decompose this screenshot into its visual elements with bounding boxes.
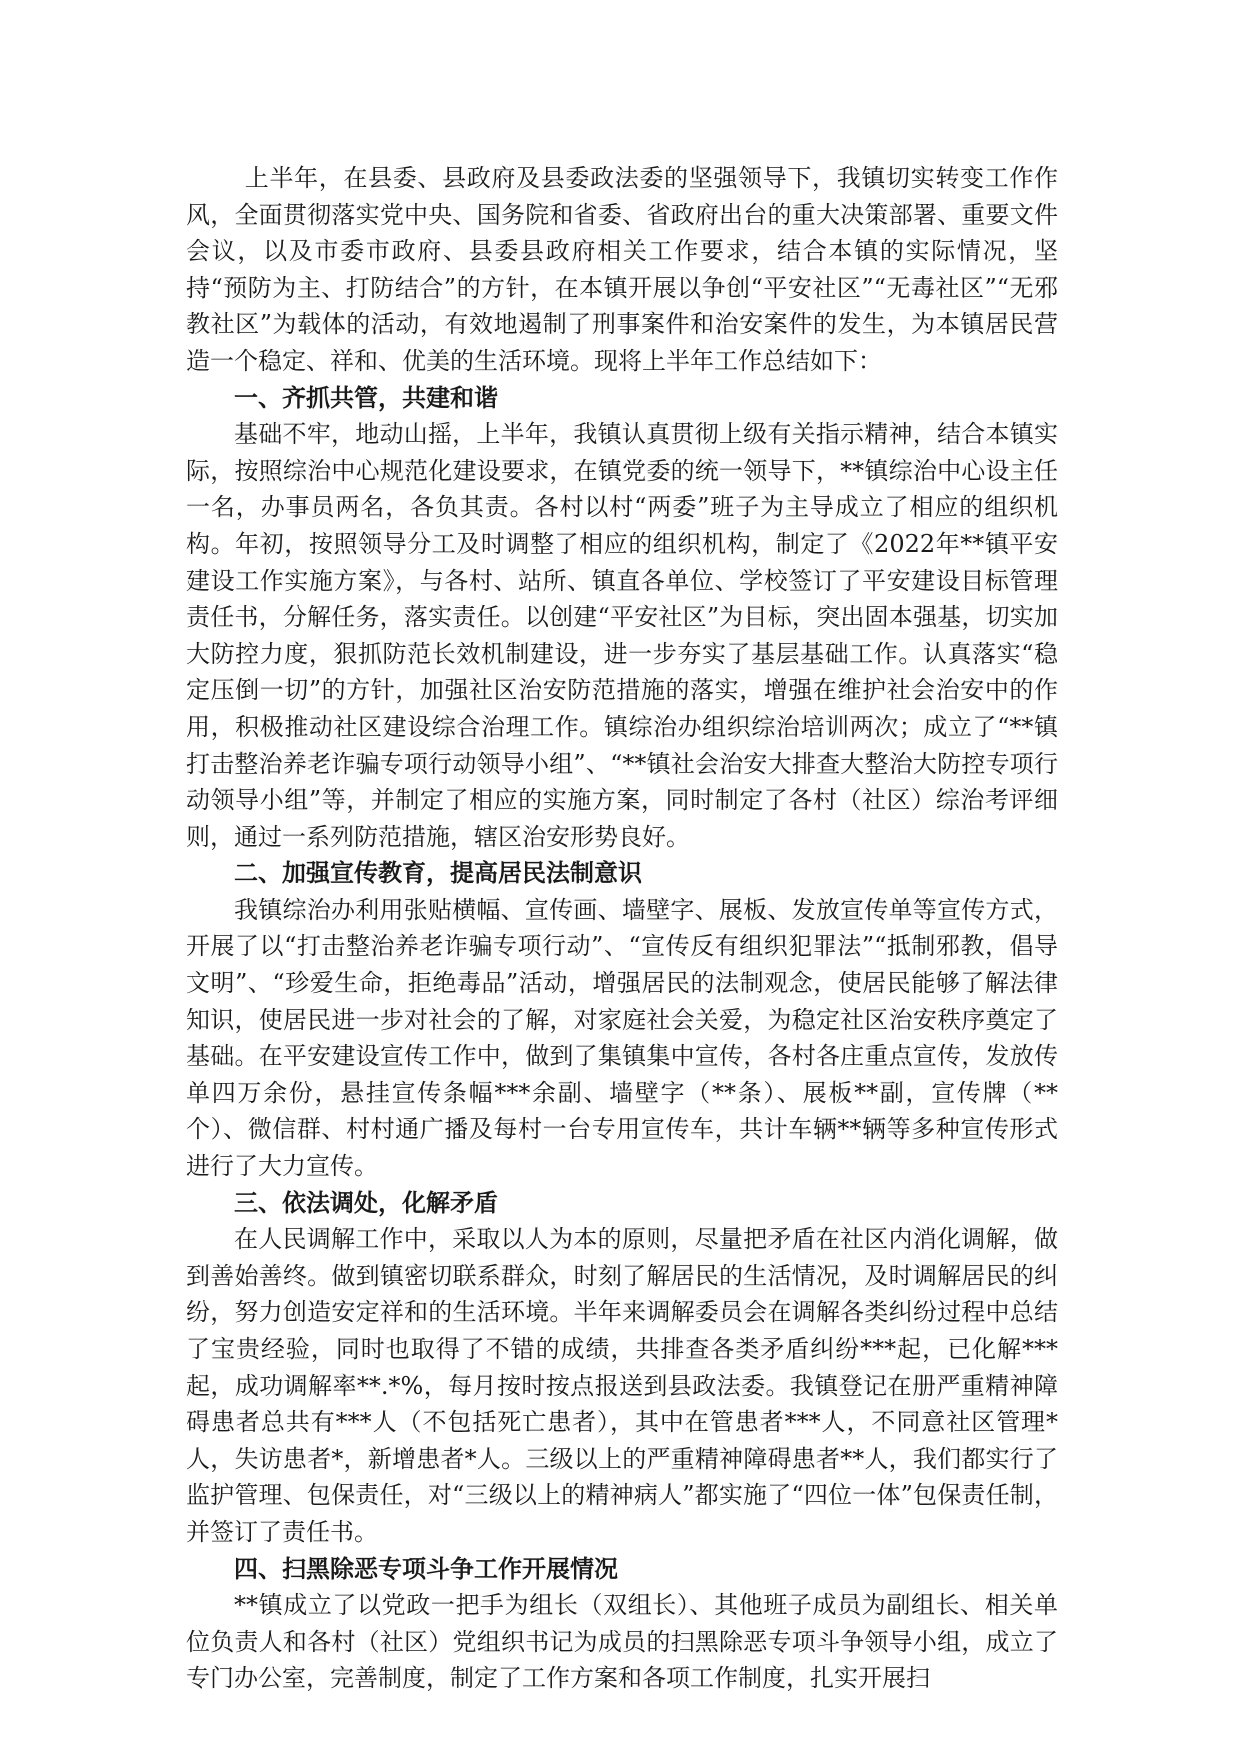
section-2-paragraph: 我镇综治办利用张贴横幅、宣传画、墙壁字、展板、发放宣传单等宣传方式，开展了以“打击整治养老诈骗专项行动”、“宣传反有组织犯罪法”“抵制邪教，倡导文明”、“珍爱生命，拒绝毒品”活动，增强居民的法制观念，使居民能够了解法律知识，使居民进一步对社会的了解，对家庭社会关爱，为稳定社区治安秩序奠定了基础。在平安建设宣传工作中，做到了集镇集中宣传，各村各庄重点宣传，发放传单四万余份，悬挂宣传条幅***余副、墙壁字（**条）、展板**副，宣传牌（**个）、微信群、村村通广播及每村一台专用宣传车，共计车辆**辆等多种宣传形式进行了大力宣传。 [186, 895, 1058, 1181]
section-1-heading: 一、齐抓共管，共建和谐 [234, 383, 498, 412]
section-3-heading: 三、依法调处，化解矛盾 [234, 1188, 498, 1217]
section-4-paragraph: **镇成立了以党政一把手为组长（双组长）、其他班子成员为副组长、相关单位负责人和各村（社区）党组织书记为成员的扫黑除恶专项斗争领导小组，成立了专门办公室，完善制度，制定了工作方案和各项工作制度，扎实开展扫 [186, 1591, 1058, 1693]
section-2-heading: 二、加强宣传教育，提高居民法制意识 [234, 859, 642, 888]
section-3-paragraph: 在人民调解工作中，采取以人为本的原则，尽量把矛盾在社区内消化调解，做到善始善终。做到镇密切联系群众，时刻了解居民的生活情况，及时调解居民的纠纷，努力创造安定祥和的生活环境。半年来调解委员会在调解各类纠纷过程中总结了宝贵经验，同时也取得了不错的成绩，共排查各类矛盾纠纷***起，已化解***起，成功调解率**.*%，每月按时按点报送到县政法委。我镇登记在册严重精神障碍患者总共有***人（不包括死亡患者），其中在管患者***人，不同意社区管理*人，失访患者*，新增患者*人。三级以上的严重精神障碍患者**人，我们都实行了监护管理、包保责任，对“三级以上的精神病人”都实施了“四位一体”包保责任制，并签订了责任书。 [186, 1225, 1058, 1546]
intro-paragraph: 上半年，在县委、县政府及县委政法委的坚强领导下，我镇切实转变工作作风，全面贯彻落实党中央、国务院和省委、省政府出台的重大决策部署、重要文件会议，以及市委市政府、县委县政府相关工作要求，结合本镇的实际情况，坚持“预防为主、打防结合”的方针，在本镇开展以争创“平安社区”“无毒社区”“无邪教社区”为载体的活动，有效地遏制了刑事案件和治安案件的发生，为本镇居民营造一个稳定、祥和、优美的生活环境。现将上半年工作总结如下： [186, 164, 1058, 375]
document-body [186, 160, 1058, 1697]
section-1-paragraph: 基础不牢，地动山摇，上半年，我镇认真贯彻上级有关指示精神，结合本镇实际，按照综治中心规范化建设要求，在镇党委的统一领导下，**镇综治中心设主任一名，办事员两名，各负其责。各村以村“两委”班子为主导成立了相应的组织机构。年初，按照领导分工及时调整了相应的组织机构，制定了《2022年**镇平安建设工作实施方案》，与各村、站所、镇直各单位、学校签订了平安建设目标管理责任书，分解任务，落实责任。以创建“平安社区”为目标，突出固本强基，切实加大防控力度，狠抓防范长效机制建设，进一步夯实了基层基础工作。认真落实“稳定压倒一切”的方针，加强社区治安防范措施的落实，增强在维护社会治安中的作用，积极推动社区建设综合治理工作。镇综治办组织综治培训两次；成立了“**镇打击整治养老诈骗专项行动领导小组”、“**镇社会治安大排查大整治大防控专项行动领导小组”等，并制定了相应的实施方案，同时制定了各村（社区）综治考评细则，通过一系列防范措施，辖区治安形势良好。 [186, 420, 1058, 851]
section-4-heading: 四、扫黑除恶专项斗争工作开展情况 [234, 1554, 618, 1583]
